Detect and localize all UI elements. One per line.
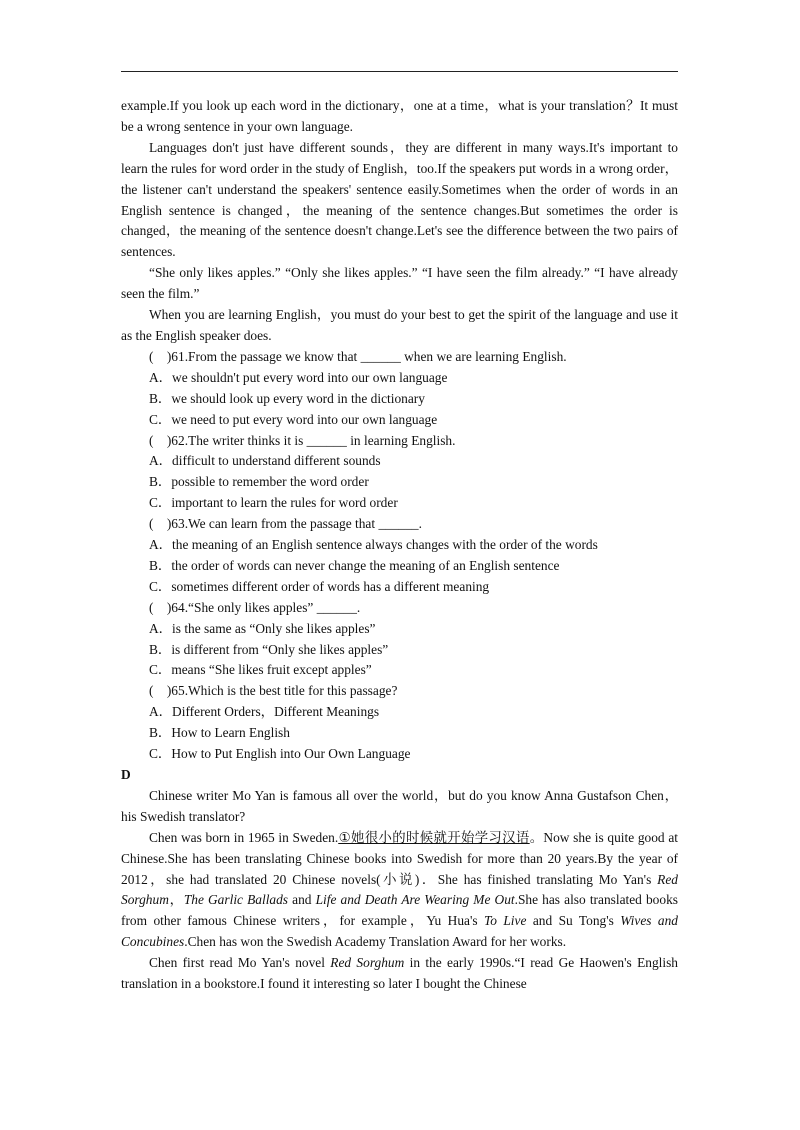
question-stem: ( )63.We can learn from the passage that ______. <box>149 516 422 532</box>
passage-paragraph: example.If you look up each word in the dictionary，one at a time，what is your translation？It must be a wrong sentence in your own language. <box>121 98 678 134</box>
answer-option: C．means “She likes fruit except apples” <box>149 662 372 678</box>
book-title: Life and Death Are Wearing Me Out <box>315 892 515 908</box>
answer-option: C．sometimes different order of words has a different meaning <box>149 578 490 594</box>
answer-option: A．Different Orders，Different Meanings <box>149 704 380 720</box>
text-run: and Su Tong's <box>526 913 621 929</box>
text-run: Chen first read Mo Yan's novel <box>149 955 331 971</box>
answer-option: B．the order of words can never change the meaning of an English sentence <box>149 557 560 573</box>
text-run: 。Now she is quite good at Chinese.She has been translating Chinese books into Swedish for more than 20 years.By the year of 2012，she had translated 20 Chinese novels(小说)．She has finished translating Mo Yan's <box>121 829 678 887</box>
book-title: Wives and Concubines <box>121 913 678 950</box>
answer-option: A．the meaning of an English sentence always changes with the order of the words <box>149 537 598 553</box>
text-run: .She has also translated books from other famous Chinese writers，for example，Yu Hua's <box>121 892 678 929</box>
question-stem: ( )64.“She only likes apples” ______. <box>149 599 361 615</box>
answer-option: C．we need to put every word into our own language <box>149 411 438 427</box>
answer-option: C．How to Put English into Our Own Language <box>149 746 411 762</box>
document-body <box>121 96 678 995</box>
passage-paragraph: Chinese writer Mo Yan is famous all over the world，but do you know Anna Gustafson Chen，his Swedish translator? <box>121 787 678 824</box>
question-stem: ( )65.Which is the best title for this passage? <box>149 683 398 699</box>
passage-paragraph: “She only likes apples.” “Only she likes apples.” “I have seen the film already.” “I have already seen the film.” <box>121 265 678 302</box>
answer-option: A．is the same as “Only she likes apples” <box>149 620 376 636</box>
answer-option: A．difficult to understand different sounds <box>149 453 381 469</box>
passage-paragraph <box>121 953 678 995</box>
section-heading: D <box>121 767 131 782</box>
answer-option: B．possible to remember the word order <box>149 474 369 490</box>
book-title: To Live <box>484 913 527 929</box>
answer-option: A．we shouldn't put every word into our own language <box>149 369 448 385</box>
text-run: in the early 1990s.“I read Ge Haowen's English translation in a bookstore.I found it interesting so later I bought the Chinese <box>121 955 678 992</box>
text-run: ， <box>168 892 184 908</box>
answer-option: C．important to learn the rules for word order <box>149 495 398 511</box>
text-run: .Chen has won the Swedish Academy Translation Award for her works. <box>184 934 567 950</box>
book-title: The Garlic Ballads <box>183 892 289 908</box>
book-title: Red Sorghum <box>121 871 678 908</box>
underlined-translation-prompt: ①她很小的时候就开始学习汉语 <box>338 829 530 845</box>
answer-option: B．How to Learn English <box>149 725 290 741</box>
answer-option: B．we should look up every word in the dictionary <box>149 390 425 406</box>
text-run: Chen was born in 1965 in Sweden. <box>149 829 339 845</box>
question-stem: ( )61.From the passage we know that ______ when we are learning English. <box>149 348 567 364</box>
answer-option: B．is different from “Only she likes apples” <box>149 641 389 657</box>
book-title: Red Sorghum <box>330 955 405 971</box>
question-stem: ( )62.The writer thinks it is ______ in learning English. <box>149 432 456 448</box>
text-run: and <box>288 892 316 908</box>
header-rule <box>121 71 678 72</box>
passage-paragraph: When you are learning English，you must do your best to get the spirit of the language and use it as the English speaker does. <box>121 307 678 343</box>
passage-paragraph <box>121 828 678 953</box>
passage-paragraph: Languages don't just have different sounds，they are different in many ways.It's important to learn the rules for word order in the study of English，too.If the speakers put words in a wrong order，the listener can't understand the speakers' sentence easily.Sometimes when the order of words in an English sentence is changed，the meaning of the sentence changes.But sometimes the order is changed，the meaning of the sentence doesn't change.Let's see the difference between the two pairs of sentences. <box>121 139 678 260</box>
